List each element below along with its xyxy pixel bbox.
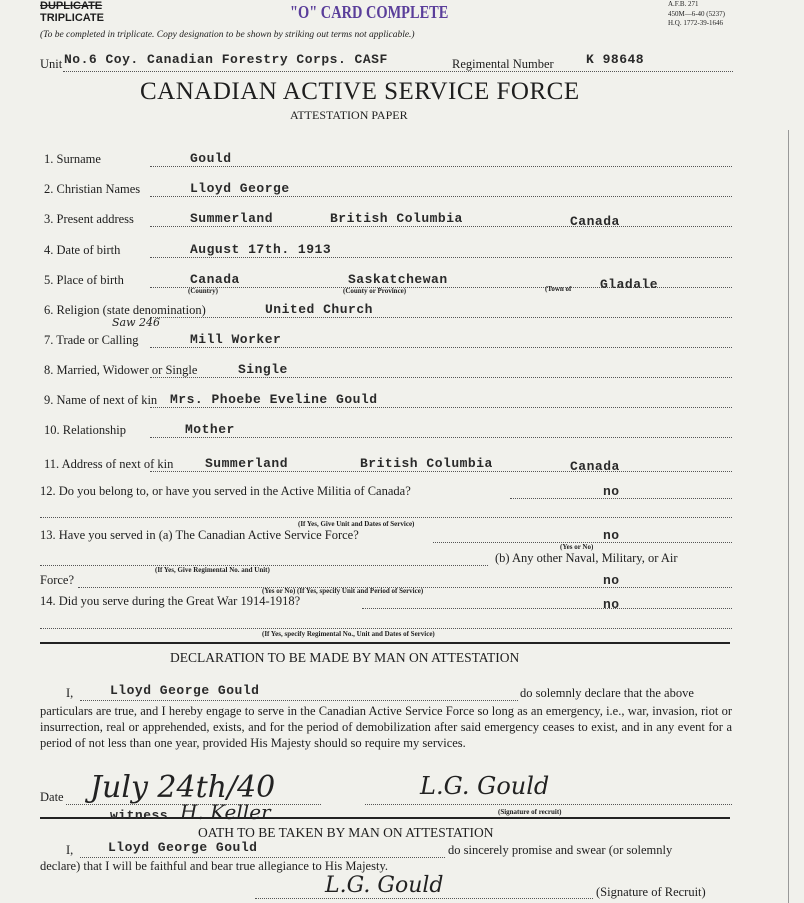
q13b-label: (b) Any other Naval, Military, or Air bbox=[495, 551, 678, 565]
force-caption: (Yes or No) (If Yes, specify Unit and Period of Service) bbox=[262, 587, 424, 595]
field-value: Canada bbox=[190, 272, 240, 287]
q14-caption: (If Yes, specify Regimental No., Unit and Dates of Service) bbox=[262, 630, 435, 638]
field-label: 10. Relationship bbox=[44, 423, 126, 437]
field-value: Mill Worker bbox=[190, 332, 282, 347]
date-value: July 24th/40 bbox=[90, 770, 276, 805]
oath-signature-caption: (Signature of Recruit) bbox=[596, 885, 706, 899]
recruit-signature: L.G. Gould bbox=[420, 772, 550, 800]
q12-label: 12. Do you belong to, or have you served in the Active Militia of Canada? bbox=[40, 484, 411, 498]
field-value: Mrs. Phoebe Eveline Gould bbox=[170, 392, 378, 407]
q13-label: 13. Have you served in (a) The Canadian Active Service Force? bbox=[40, 528, 359, 542]
oath-i: I, bbox=[66, 843, 74, 857]
unit-label: Unit bbox=[40, 57, 63, 71]
field-value-3: Canada bbox=[570, 459, 620, 474]
handwritten-note: Saw 246 bbox=[112, 316, 161, 329]
oath-heading: OATH TO BE TAKEN BY MAN ON ATTESTATION bbox=[198, 825, 494, 840]
witness-label: witness bbox=[110, 808, 169, 823]
unit-value: No.6 Coy. Canadian Forestry Corps. CASF bbox=[64, 52, 388, 67]
field-value: Single bbox=[238, 362, 288, 377]
field-value: Summerland bbox=[205, 456, 289, 471]
form-code: 450M—6-40 (5237) bbox=[668, 10, 725, 18]
field-label: 2. Christian Names bbox=[44, 182, 141, 196]
field-label: 1. Surname bbox=[44, 152, 101, 166]
caption: (Town of bbox=[545, 285, 572, 293]
form-code: A.F.B. 271 bbox=[668, 0, 699, 8]
caption: (County or Province) bbox=[343, 287, 407, 295]
q12-caption: (If Yes, Give Unit and Dates of Service) bbox=[298, 520, 415, 528]
field-label: 5. Place of birth bbox=[44, 273, 124, 287]
field-label: 3. Present address bbox=[44, 212, 134, 226]
triplicate-label: TRIPLICATE bbox=[40, 12, 104, 24]
field-label: 6. Religion (state denomination) bbox=[44, 303, 206, 317]
q13-caption: (Yes or No) bbox=[560, 543, 594, 551]
field-value-3: Canada bbox=[570, 214, 620, 229]
field-value: Summerland bbox=[190, 211, 274, 226]
field-value: Mother bbox=[185, 422, 235, 437]
oath-text: do sincerely promise and swear (or solemnly bbox=[448, 843, 673, 857]
q13b-caption: (If Yes, Give Regimental No. and Unit) bbox=[155, 566, 270, 574]
field-label: 9. Name of next of kin bbox=[44, 393, 158, 407]
regimental-number-label: Regimental Number bbox=[452, 57, 554, 71]
date-label: Date bbox=[40, 790, 64, 804]
oath-name: Lloyd George Gould bbox=[108, 840, 258, 855]
field-label: 7. Trade or Calling bbox=[44, 333, 139, 347]
q14-value: no bbox=[603, 597, 620, 612]
q13-value: no bbox=[603, 528, 620, 543]
declaration-i: I, bbox=[66, 686, 74, 700]
declaration-body: particulars are true, and I hereby engage to serve in the Canadian Active Service Force so long as an emergency, i.e., war, invasion, riot or insurrection, real or apprehended, exists, and for the period of demobilization after said emergency ceases to exist, and in any event for a period of not less than one year, provided His Majesty should so require my services. bbox=[40, 704, 732, 750]
field-value-2: British Columbia bbox=[330, 211, 463, 226]
oath-text-2: declare) that I will be faithful and bear true allegiance to His Majesty. bbox=[40, 859, 389, 873]
declaration-heading: DECLARATION TO BE MADE BY MAN ON ATTESTATION bbox=[170, 650, 520, 665]
field-value: Lloyd George bbox=[190, 181, 290, 196]
field-value-3: Gladale bbox=[600, 277, 659, 292]
card-complete-stamp: "O" CARD COMPLETE bbox=[290, 2, 449, 22]
declaration-text: do solemnly declare that the above bbox=[520, 686, 694, 700]
force-value: no bbox=[603, 573, 620, 588]
signature-caption: (Signature of recruit) bbox=[498, 808, 562, 816]
force-label: Force? bbox=[40, 573, 75, 587]
field-label: 11. Address of next of kin bbox=[44, 457, 174, 471]
form-code: H.Q. 1772-39-1646 bbox=[668, 19, 724, 27]
q14-label: 14. Did you serve during the Great War 1914-1918? bbox=[40, 594, 301, 608]
witness-signature: H. Keller bbox=[180, 800, 271, 824]
field-value-2: British Columbia bbox=[360, 456, 493, 471]
declarant-name: Lloyd George Gould bbox=[110, 683, 260, 698]
q12-value: no bbox=[603, 484, 620, 499]
duplicate-label: DUPLICATE bbox=[40, 0, 103, 12]
form-title: CANADIAN ACTIVE SERVICE FORCE bbox=[140, 78, 580, 105]
caption: (Country) bbox=[188, 287, 218, 295]
field-label: 8. Married, Widower or Single bbox=[44, 363, 198, 377]
field-value: Gould bbox=[190, 151, 232, 166]
regimental-number-value: K 98648 bbox=[586, 52, 645, 67]
field-value: August 17th. 1913 bbox=[190, 242, 332, 257]
field-label: 4. Date of birth bbox=[44, 243, 121, 257]
oath-signature: L.G. Gould bbox=[325, 873, 444, 898]
field-value-2: Saskatchewan bbox=[348, 272, 448, 287]
field-value: United Church bbox=[265, 302, 373, 317]
form-subtitle: ATTESTATION PAPER bbox=[290, 108, 408, 122]
instruction: (To be completed in triplicate. Copy designation to be shown by striking out terms not applicable.) bbox=[40, 30, 415, 40]
